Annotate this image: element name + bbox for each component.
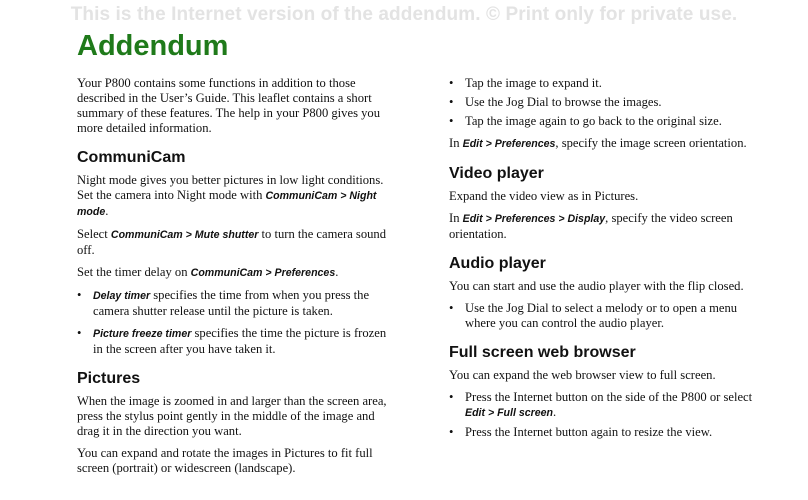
video-post: , specify the video screen orientation.: [449, 211, 733, 241]
left-column: [77, 76, 395, 483]
delay-timer-term: Delay timer: [93, 290, 151, 302]
communicam-bullet-list: [77, 288, 395, 357]
night-mode-text: Night mode gives you better pictures in low light conditions. Set the camera into Night mode with: [77, 173, 384, 202]
list-item: [77, 326, 395, 357]
night-mode-end: .: [105, 204, 109, 218]
web-browser-bullet-list: [449, 390, 767, 440]
web-browser-heading: Full screen web browser: [449, 344, 636, 361]
watermark: This is the Internet version of the addendum. © Print only for private use.: [70, 4, 738, 25]
mute-post: to turn the camera sound off.: [77, 227, 387, 257]
mute-pre: Select: [77, 227, 111, 241]
pictures-rotate-paragraph: You can expand and rotate the images in Pictures to fit full screen (portrait) or widescreen (landscape).: [77, 446, 373, 475]
list-item: • Use the Jog Dial to select a melody or to open a menu where you can control the audio player.: [449, 301, 767, 331]
list-item: • Tap the image again to go back to the original size.: [449, 114, 767, 129]
timer-path: CommuniCam > Preferences: [190, 267, 336, 279]
night-mode-path: CommuniCam > Night mode: [77, 190, 377, 218]
night-mode-paragraph: [77, 173, 395, 220]
web-browser-paragraph: You can expand the web browser view to full screen.: [449, 368, 716, 382]
page-title: Addendum: [77, 30, 229, 62]
audio-player-heading: Audio player: [449, 255, 546, 272]
video-orientation-paragraph: [449, 211, 767, 242]
list-item: [77, 288, 395, 319]
pictures-bullet-list: [449, 76, 767, 129]
picture-freeze-timer-term: Picture freeze timer: [93, 328, 192, 340]
intro-paragraph: Your P800 contains some functions in addition to those described in the User’s Guide. This leaflet contains a short summary of these features. The help in your P800 gives you more detailed information.: [77, 76, 381, 135]
video-path: Edit > Preferences > Display: [462, 213, 606, 225]
communicam-heading: CommuniCam: [77, 149, 186, 166]
timer-pre: Set the timer delay on: [77, 265, 191, 279]
video-player-heading: Video player: [449, 165, 544, 182]
orient-pre: In: [449, 136, 463, 150]
audio-paragraph: You can start and use the audio player with the flip closed.: [449, 279, 744, 293]
orient-path: Edit > Preferences: [462, 138, 556, 150]
browser-b1-end: .: [553, 405, 557, 419]
mute-shutter-paragraph: [77, 227, 395, 258]
timer-end: .: [335, 265, 339, 279]
list-item: [449, 390, 767, 421]
delay-timer-text: specifies the time from when you press the camera shutter release until the picture is taken.: [93, 288, 370, 318]
audio-bullet-list: [449, 301, 767, 331]
pictures-heading: Pictures: [77, 370, 141, 387]
image-orientation-paragraph: [449, 136, 767, 152]
full-screen-path: Edit > Full screen: [465, 407, 554, 419]
orient-post: , specify the image screen orientation.: [555, 136, 747, 150]
mute-shutter-path: CommuniCam > Mute shutter: [110, 229, 259, 241]
timer-delay-paragraph: [77, 265, 395, 281]
list-item: • Press the Internet button again to resize the view.: [449, 425, 767, 440]
pictures-zoom-paragraph: When the image is zoomed in and larger than the screen area, press the stylus point gently in the middle of the image and drag it in the direction you want.: [77, 394, 387, 438]
picture-freeze-timer-text: specifies the time the picture is frozen in the screen after you have taken it.: [93, 326, 387, 356]
video-expand-paragraph: Expand the video view as in Pictures.: [449, 189, 639, 203]
right-column: [449, 76, 767, 447]
list-item: • Tap the image to expand it.: [449, 76, 767, 91]
browser-b1-pre: Press the Internet button on the side of the P800 or select: [465, 390, 753, 404]
list-item: • Use the Jog Dial to browse the images.: [449, 95, 767, 110]
video-pre: In: [449, 211, 463, 225]
